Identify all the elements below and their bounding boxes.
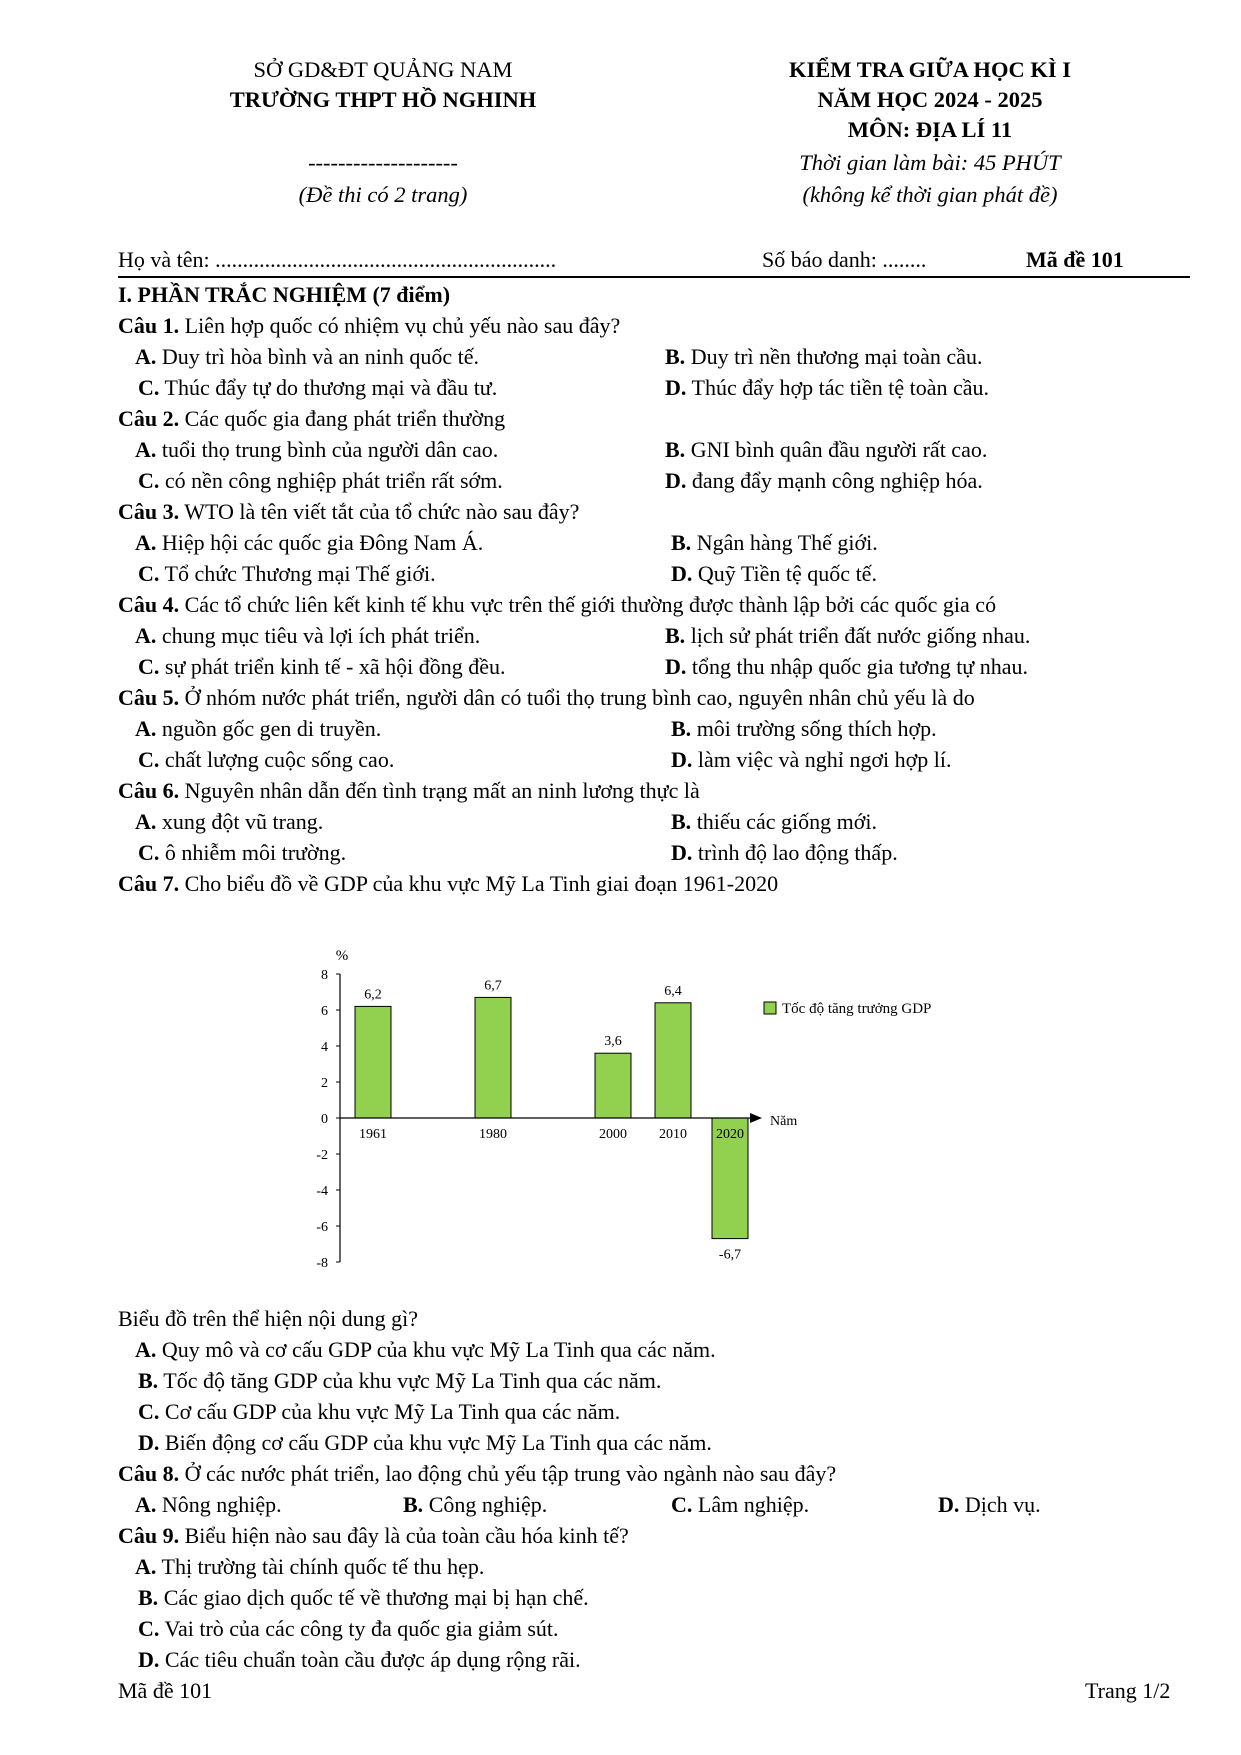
x-tick-label: 2010 [659, 1127, 687, 1142]
question-7 [118, 869, 778, 899]
data-label: 3,6 [604, 1034, 622, 1050]
question-label: Câu 5. [118, 685, 180, 710]
option-text: Thúc đẩy tự do thương mại và đầu tư. [164, 375, 498, 400]
q9-option-c [138, 1614, 559, 1644]
y-tick-label: -2 [316, 1148, 328, 1163]
y-tick-label: 2 [321, 1076, 328, 1091]
option-letter: D. [665, 468, 687, 493]
option-text: ô nhiễm môi trường. [164, 840, 347, 865]
q9-option-a [135, 1552, 484, 1582]
option-text: Tổ chức Thương mại Thế giới. [164, 561, 436, 586]
option-text: Vai trò của các công ty đa quốc gia giảm sút. [164, 1616, 559, 1641]
q8-option-c [671, 1490, 809, 1520]
option-text: chất lượng cuộc sống cao. [164, 747, 395, 772]
option-text: Biến động cơ cấu GDP của khu vực Mỹ La Tinh qua các năm. [164, 1430, 712, 1455]
option-letter: C. [138, 468, 160, 493]
y-tick-label: 0 [321, 1112, 328, 1127]
y-tick-label: 8 [321, 968, 328, 983]
option-text: chung mục tiêu và lợi ích phát triển. [161, 623, 481, 648]
q3-option-d [671, 559, 877, 589]
x-tick-label: 1980 [479, 1127, 507, 1142]
legend-label: Tốc độ tăng trưởng GDP [782, 1001, 932, 1017]
option-letter: D. [671, 747, 693, 772]
option-letter: C. [138, 747, 160, 772]
option-letter: A. [135, 623, 157, 648]
option-letter: B. [138, 1368, 159, 1393]
subject: MÔN: ĐỊA LÍ 11 [847, 117, 1013, 142]
question-text: Các quốc gia đang phát triển thường [179, 406, 506, 431]
question-text: WTO là tên viết tắt của tổ chức nào sau đây? [179, 499, 580, 524]
option-text: tuổi thọ trung bình của người dân cao. [161, 437, 499, 462]
time-note: (không kể thời gian phát đề) [802, 182, 1058, 207]
question-1 [118, 311, 620, 341]
q2-option-d [665, 466, 983, 496]
q5-option-a [135, 714, 381, 744]
option-letter: D. [665, 654, 687, 679]
x-tick-label: 2000 [599, 1127, 627, 1142]
y-axis-label: % [335, 948, 349, 964]
question-label: Câu 7. [118, 871, 180, 896]
question-label: Câu 1. [118, 313, 180, 338]
q7-option-c [138, 1397, 620, 1427]
q3-option-b [671, 528, 878, 558]
option-text: làm việc và nghỉ ngơi hợp lí. [697, 747, 952, 772]
bar-1961 [355, 1006, 391, 1118]
data-label: -6,7 [718, 1247, 742, 1263]
q1-option-d [665, 373, 989, 403]
bar-1980 [475, 997, 511, 1118]
option-letter: A. [135, 1337, 157, 1362]
option-letter: C. [138, 561, 160, 586]
option-text: tổng thu nhập quốc gia tương tự nhau. [691, 654, 1028, 679]
option-letter: C. [138, 375, 160, 400]
option-letter: C. [138, 1399, 160, 1424]
option-letter: D. [138, 1430, 160, 1455]
question-label: Câu 4. [118, 592, 180, 617]
option-text: Ngân hàng Thế giới. [696, 530, 878, 555]
q8-option-d [938, 1490, 1041, 1520]
q9-option-d [138, 1645, 581, 1675]
option-letter: D. [671, 840, 693, 865]
question-4 [118, 590, 996, 620]
option-text: Thúc đẩy hợp tác tiền tệ toàn cầu. [691, 375, 990, 400]
question-6 [118, 776, 700, 806]
q2-option-c [138, 466, 503, 496]
question-label: Câu 3. [118, 499, 180, 524]
option-text: Hiệp hội các quốc gia Đông Nam Á. [161, 530, 484, 555]
x-tick-label: 2020 [716, 1127, 744, 1142]
school-year: NĂM HỌC 2024 - 2025 [817, 87, 1043, 112]
option-letter: B. [665, 344, 686, 369]
y-tick-label: 6 [321, 1004, 328, 1019]
option-letter: C. [671, 1492, 693, 1517]
section-title: I. PHẦN TRẮC NGHIỆM (7 điểm) [118, 282, 451, 307]
x-axis-label: Năm [770, 1114, 798, 1129]
option-text: Duy trì nền thương mại toàn cầu. [690, 344, 983, 369]
student-name-field: Họ và tên: .............................................................. [118, 247, 557, 272]
option-text: môi trường sống thích hợp. [696, 716, 937, 741]
option-text: Cơ cấu GDP của khu vực Mỹ La Tinh qua các năm. [164, 1399, 621, 1424]
option-text: Quỹ Tiền tệ quốc tế. [697, 561, 877, 586]
q7-option-a [135, 1335, 716, 1365]
option-text: Lâm nghiệp. [697, 1492, 810, 1517]
option-letter: A. [135, 1492, 157, 1517]
option-letter: C. [138, 840, 160, 865]
option-text: có nền công nghiệp phát triển rất sớm. [164, 468, 503, 493]
q8-option-b [403, 1490, 547, 1520]
question-3 [118, 497, 579, 527]
q7-option-b [138, 1366, 661, 1396]
header-divider [118, 276, 1190, 278]
option-letter: B. [671, 809, 692, 834]
q5-option-c [138, 745, 394, 775]
option-letter: C. [138, 1616, 160, 1641]
x-axis-arrow [750, 1113, 762, 1123]
option-text: Thị trường tài chính quốc tế thu hẹp. [161, 1554, 485, 1579]
q6-option-d [671, 838, 898, 868]
option-letter: A. [135, 1554, 157, 1579]
q1-option-b [665, 342, 982, 372]
option-text: Các giao dịch quốc tế về thương mại bị hạn chế. [163, 1585, 589, 1610]
question-text: Nguyên nhân dẫn đến tình trạng mất an ninh lương thực là [179, 778, 700, 803]
data-label: 6,7 [484, 978, 502, 994]
q7-option-d [138, 1428, 712, 1458]
data-label: 6,2 [364, 987, 382, 1003]
option-text: Duy trì hòa bình và an ninh quốc tế. [161, 344, 479, 369]
option-text: Công nghiệp. [428, 1492, 548, 1517]
question-label: Câu 8. [118, 1461, 180, 1486]
option-letter: D. [671, 561, 693, 586]
question-8 [118, 1459, 836, 1489]
y-tick-label: -4 [316, 1184, 328, 1199]
option-letter: B. [665, 623, 686, 648]
option-letter: A. [135, 437, 157, 462]
option-text: Dịch vụ. [964, 1492, 1041, 1517]
option-text: thiếu các giống mới. [696, 809, 877, 834]
question-text: Các tổ chức liên kết kinh tế khu vực trên thế giới thường được thành lập bởi các quốc gia có [179, 592, 997, 617]
option-letter: B. [671, 716, 692, 741]
footer-exam-code: Mã đề 101 [118, 1678, 213, 1703]
q4-option-d [665, 652, 1028, 682]
y-tick-label: -6 [316, 1220, 328, 1235]
option-letter: A. [135, 809, 157, 834]
option-letter: B. [138, 1585, 159, 1610]
time-limit: Thời gian làm bài: 45 PHÚT [799, 150, 1061, 175]
q4-option-b [665, 621, 1030, 651]
q8-option-a [135, 1490, 282, 1520]
option-text: Các tiêu chuẩn toàn cầu được áp dụng rộng rãi. [164, 1647, 581, 1672]
q5-option-d [671, 745, 952, 775]
candidate-number-field: Số báo danh: ........ [762, 247, 927, 272]
option-letter: B. [403, 1492, 424, 1517]
option-text: GNI bình quân đầu người rất cao. [690, 437, 988, 462]
option-letter: A. [135, 530, 157, 555]
school-name: TRƯỜNG THPT HỒ NGHINH [229, 87, 537, 112]
q6-option-a [135, 807, 323, 837]
exam-title: KIỂM TRA GIỮA HỌC KÌ I [789, 57, 1071, 82]
question-text: Cho biểu đồ về GDP của khu vực Mỹ La Tinh giai đoạn 1961-2020 [179, 871, 779, 896]
option-letter: A. [135, 716, 157, 741]
exam-code: Mã đề 101 [1026, 247, 1124, 272]
q5-option-b [671, 714, 937, 744]
option-letter: A. [135, 344, 157, 369]
option-letter: B. [671, 530, 692, 555]
option-text: Nông nghiệp. [161, 1492, 282, 1517]
q2-option-a [135, 435, 498, 465]
option-letter: B. [665, 437, 686, 462]
question-9 [118, 1521, 629, 1551]
option-text: Tốc độ tăng GDP của khu vực Mỹ La Tinh qua các năm. [163, 1368, 662, 1393]
bar-2010 [655, 1003, 691, 1118]
q6-option-c [138, 838, 346, 868]
question-text: Ở nhóm nước phát triển, người dân có tuổi thọ trung bình cao, nguyên nhân chủ yếu là do [179, 685, 975, 710]
q1-option-a [135, 342, 479, 372]
option-letter: C. [138, 654, 160, 679]
footer-page-number: Trang 1/2 [1085, 1678, 1171, 1703]
option-text: nguồn gốc gen di truyền. [161, 716, 382, 741]
option-letter: D. [138, 1647, 160, 1672]
gdp-growth-chart [290, 938, 1040, 1278]
q4-option-c [138, 652, 506, 682]
q3-option-a [135, 528, 483, 558]
page-count-note: (Đề thi có 2 trang) [298, 182, 468, 207]
option-text: đang đẩy mạnh công nghiệp hóa. [691, 468, 983, 493]
option-text: Quy mô và cơ cấu GDP của khu vực Mỹ La Tinh qua các năm. [161, 1337, 716, 1362]
question-5 [118, 683, 975, 713]
question-label: Câu 2. [118, 406, 180, 431]
question-label: Câu 9. [118, 1523, 180, 1548]
x-tick-label: 1961 [359, 1127, 387, 1142]
question-text: Ở các nước phát triển, lao động chủ yếu tập trung vào ngành nào sau đây? [179, 1461, 837, 1486]
option-letter: D. [665, 375, 687, 400]
option-text: sự phát triển kinh tế - xã hội đồng đều. [164, 654, 506, 679]
q4-option-a [135, 621, 480, 651]
y-tick-label: -8 [316, 1256, 328, 1271]
y-tick-label: 4 [321, 1040, 328, 1055]
department-name: SỞ GD&ĐT QUẢNG NAM [253, 57, 513, 82]
q9-option-b [138, 1583, 589, 1613]
data-label: 6,4 [664, 983, 682, 999]
option-text: trình độ lao động thấp. [697, 840, 898, 865]
option-text: xung đột vũ trang. [161, 809, 324, 834]
legend-swatch [764, 1002, 776, 1014]
question-text: Biểu hiện nào sau đây là của toàn cầu hóa kinh tế? [179, 1523, 629, 1548]
option-text: lịch sử phát triển đất nước giống nhau. [690, 623, 1031, 648]
q6-option-b [671, 807, 877, 837]
q3-option-c [138, 559, 436, 589]
q2-option-b [665, 435, 987, 465]
question-label: Câu 6. [118, 778, 180, 803]
question-text: Liên hợp quốc có nhiệm vụ chủ yếu nào sau đây? [179, 313, 621, 338]
header-dashes: -------------------- [308, 150, 458, 175]
option-letter: D. [938, 1492, 960, 1517]
q1-option-c [138, 373, 497, 403]
question-2 [118, 404, 505, 434]
q7-ask: Biểu đồ trên thể hiện nội dung gì? [118, 1306, 418, 1331]
bar-2000 [595, 1053, 631, 1118]
